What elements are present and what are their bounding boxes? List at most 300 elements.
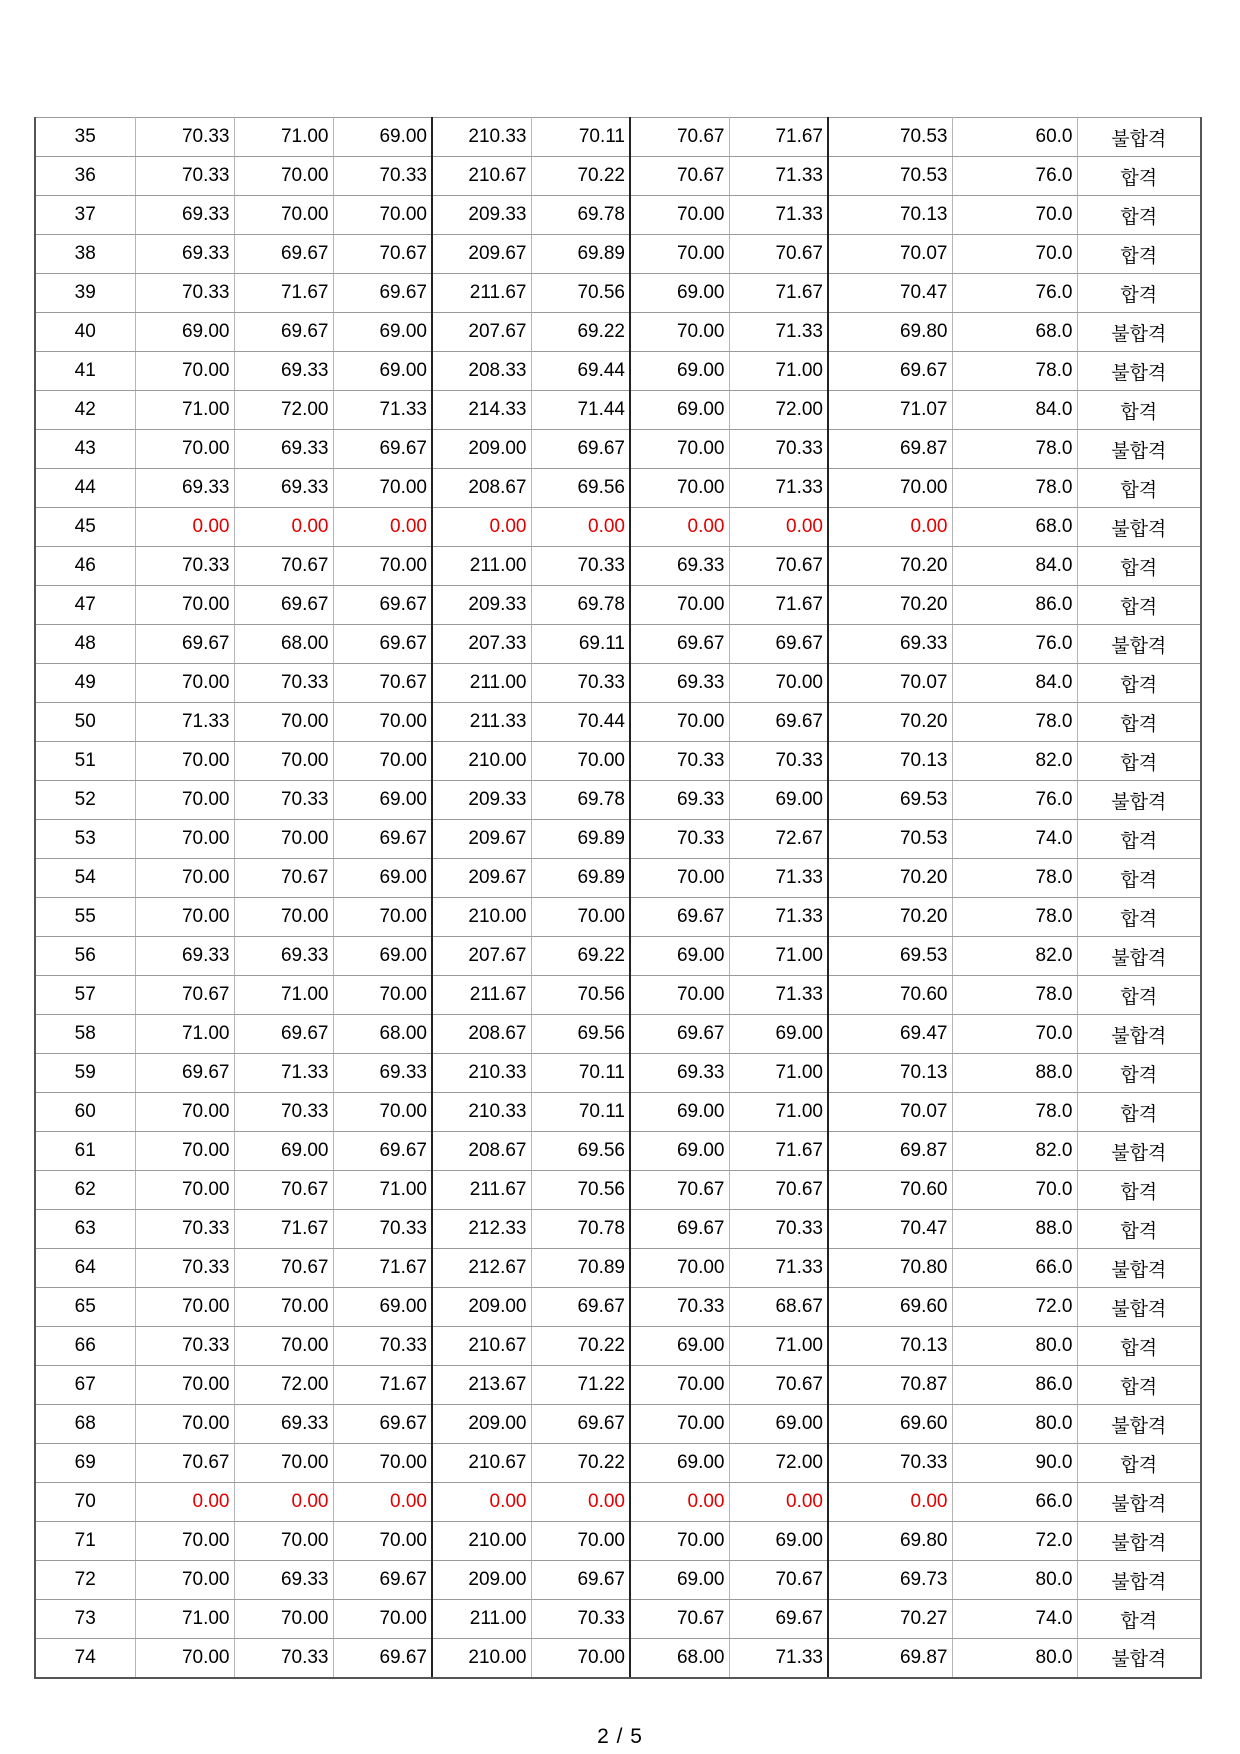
score-cell-1: 71.00 bbox=[135, 391, 234, 430]
exam-score-cell: 86.0 bbox=[952, 1366, 1077, 1405]
score-cell-1: 0.00 bbox=[135, 508, 234, 547]
score-cell-7: 71.67 bbox=[729, 274, 828, 313]
total-cell: 210.00 bbox=[432, 742, 531, 781]
score-cell-1: 71.33 bbox=[135, 703, 234, 742]
score-cell-3: 68.00 bbox=[333, 1015, 432, 1054]
average-cell: 70.11 bbox=[531, 118, 630, 157]
exam-score-cell: 78.0 bbox=[952, 469, 1077, 508]
score-cell-3: 0.00 bbox=[333, 1483, 432, 1522]
total-cell: 210.33 bbox=[432, 1054, 531, 1093]
score-cell-2: 70.00 bbox=[234, 1288, 333, 1327]
row-number-cell: 46 bbox=[35, 547, 135, 586]
average-cell: 69.22 bbox=[531, 313, 630, 352]
row-number-cell: 72 bbox=[35, 1561, 135, 1600]
average-cell: 69.56 bbox=[531, 469, 630, 508]
final-average-cell: 70.80 bbox=[828, 1249, 952, 1288]
average-cell: 70.89 bbox=[531, 1249, 630, 1288]
final-average-cell: 70.27 bbox=[828, 1600, 952, 1639]
score-cell-7: 71.00 bbox=[729, 1054, 828, 1093]
row-number-cell: 73 bbox=[35, 1600, 135, 1639]
score-cell-2: 69.33 bbox=[234, 469, 333, 508]
score-cell-3: 70.00 bbox=[333, 898, 432, 937]
table-row bbox=[35, 703, 1201, 742]
score-cell-7: 69.67 bbox=[729, 703, 828, 742]
table-row bbox=[35, 1561, 1201, 1600]
score-cell-3: 70.00 bbox=[333, 703, 432, 742]
average-cell: 70.44 bbox=[531, 703, 630, 742]
exam-score-cell: 74.0 bbox=[952, 1600, 1077, 1639]
page-number: 2 / 5 bbox=[597, 1725, 643, 1748]
row-number-cell: 48 bbox=[35, 625, 135, 664]
row-number-cell: 52 bbox=[35, 781, 135, 820]
score-cell-1: 69.00 bbox=[135, 313, 234, 352]
score-cell-2: 69.33 bbox=[234, 1405, 333, 1444]
score-cell-1: 70.00 bbox=[135, 352, 234, 391]
exam-score-cell: 74.0 bbox=[952, 820, 1077, 859]
table-row bbox=[35, 391, 1201, 430]
score-cell-3: 71.67 bbox=[333, 1249, 432, 1288]
average-cell: 70.11 bbox=[531, 1054, 630, 1093]
total-cell: 211.67 bbox=[432, 1171, 531, 1210]
score-cell-1: 70.33 bbox=[135, 157, 234, 196]
score-cell-3: 70.67 bbox=[333, 664, 432, 703]
row-number-cell: 55 bbox=[35, 898, 135, 937]
average-cell: 0.00 bbox=[531, 1483, 630, 1522]
row-number-cell: 43 bbox=[35, 430, 135, 469]
total-cell: 210.67 bbox=[432, 1327, 531, 1366]
total-cell: 213.67 bbox=[432, 1366, 531, 1405]
average-cell: 70.00 bbox=[531, 1639, 630, 1678]
final-average-cell: 70.53 bbox=[828, 157, 952, 196]
total-cell: 211.00 bbox=[432, 1600, 531, 1639]
score-cell-7: 72.00 bbox=[729, 1444, 828, 1483]
score-cell-3: 70.33 bbox=[333, 157, 432, 196]
score-cell-1: 69.33 bbox=[135, 937, 234, 976]
table-row bbox=[35, 547, 1201, 586]
table-row bbox=[35, 586, 1201, 625]
score-cell-2: 70.00 bbox=[234, 703, 333, 742]
exam-score-cell: 80.0 bbox=[952, 1405, 1077, 1444]
score-cell-7: 71.67 bbox=[729, 586, 828, 625]
score-cell-2: 71.67 bbox=[234, 274, 333, 313]
score-cell-3: 70.33 bbox=[333, 1210, 432, 1249]
table-row bbox=[35, 118, 1201, 157]
row-number-cell: 49 bbox=[35, 664, 135, 703]
score-cell-2: 71.00 bbox=[234, 976, 333, 1015]
score-cell-7: 70.67 bbox=[729, 547, 828, 586]
score-cell-6: 70.67 bbox=[630, 118, 729, 157]
score-cell-3: 70.00 bbox=[333, 547, 432, 586]
final-average-cell: 69.80 bbox=[828, 313, 952, 352]
row-number-cell: 70 bbox=[35, 1483, 135, 1522]
score-cell-6: 70.00 bbox=[630, 1522, 729, 1561]
exam-score-cell: 80.0 bbox=[952, 1639, 1077, 1678]
score-cell-7: 71.67 bbox=[729, 118, 828, 157]
score-cell-6: 70.00 bbox=[630, 235, 729, 274]
score-cell-1: 70.67 bbox=[135, 1444, 234, 1483]
exam-score-cell: 88.0 bbox=[952, 1210, 1077, 1249]
score-cell-2: 69.33 bbox=[234, 430, 333, 469]
score-cell-3: 69.67 bbox=[333, 1405, 432, 1444]
result-cell: 합격 bbox=[1077, 898, 1201, 937]
total-cell: 214.33 bbox=[432, 391, 531, 430]
score-cell-7: 70.33 bbox=[729, 1210, 828, 1249]
average-cell: 69.67 bbox=[531, 430, 630, 469]
table-row bbox=[35, 664, 1201, 703]
result-cell: 합격 bbox=[1077, 157, 1201, 196]
score-cell-7: 71.33 bbox=[729, 196, 828, 235]
exam-score-cell: 76.0 bbox=[952, 274, 1077, 313]
score-cell-1: 70.00 bbox=[135, 1366, 234, 1405]
result-cell: 합격 bbox=[1077, 1327, 1201, 1366]
table-body bbox=[35, 118, 1201, 1678]
score-cell-2: 70.33 bbox=[234, 1093, 333, 1132]
average-cell: 69.78 bbox=[531, 781, 630, 820]
score-cell-7: 71.00 bbox=[729, 352, 828, 391]
final-average-cell: 70.13 bbox=[828, 1327, 952, 1366]
table-row bbox=[35, 1600, 1201, 1639]
total-cell: 210.33 bbox=[432, 118, 531, 157]
score-cell-2: 70.00 bbox=[234, 820, 333, 859]
result-cell: 불합격 bbox=[1077, 1405, 1201, 1444]
row-number-cell: 60 bbox=[35, 1093, 135, 1132]
exam-score-cell: 78.0 bbox=[952, 703, 1077, 742]
score-cell-2: 0.00 bbox=[234, 1483, 333, 1522]
exam-score-cell: 82.0 bbox=[952, 937, 1077, 976]
row-number-cell: 51 bbox=[35, 742, 135, 781]
score-cell-2: 70.00 bbox=[234, 898, 333, 937]
final-average-cell: 70.13 bbox=[828, 196, 952, 235]
table-row bbox=[35, 937, 1201, 976]
result-cell: 불합격 bbox=[1077, 1132, 1201, 1171]
exam-score-cell: 70.0 bbox=[952, 196, 1077, 235]
result-cell: 불합격 bbox=[1077, 937, 1201, 976]
score-cell-3: 69.67 bbox=[333, 1561, 432, 1600]
score-cell-6: 70.33 bbox=[630, 742, 729, 781]
score-cell-3: 70.00 bbox=[333, 469, 432, 508]
total-cell: 209.00 bbox=[432, 1288, 531, 1327]
score-cell-6: 0.00 bbox=[630, 508, 729, 547]
score-cell-1: 70.33 bbox=[135, 1249, 234, 1288]
score-cell-3: 69.67 bbox=[333, 586, 432, 625]
final-average-cell: 70.00 bbox=[828, 469, 952, 508]
score-cell-3: 69.67 bbox=[333, 1639, 432, 1678]
score-cell-1: 70.00 bbox=[135, 430, 234, 469]
result-cell: 합격 bbox=[1077, 196, 1201, 235]
score-cell-1: 69.33 bbox=[135, 469, 234, 508]
final-average-cell: 70.07 bbox=[828, 664, 952, 703]
score-cell-2: 70.67 bbox=[234, 859, 333, 898]
score-cell-1: 0.00 bbox=[135, 1483, 234, 1522]
final-average-cell: 69.87 bbox=[828, 430, 952, 469]
score-cell-1: 70.00 bbox=[135, 781, 234, 820]
score-cell-7: 0.00 bbox=[729, 508, 828, 547]
score-cell-2: 70.00 bbox=[234, 1600, 333, 1639]
score-cell-2: 72.00 bbox=[234, 391, 333, 430]
score-cell-7: 69.67 bbox=[729, 625, 828, 664]
score-cell-6: 69.00 bbox=[630, 1327, 729, 1366]
score-cell-1: 70.00 bbox=[135, 664, 234, 703]
row-number-cell: 63 bbox=[35, 1210, 135, 1249]
final-average-cell: 70.60 bbox=[828, 976, 952, 1015]
score-cell-1: 71.00 bbox=[135, 1600, 234, 1639]
score-cell-7: 69.00 bbox=[729, 1522, 828, 1561]
score-cell-6: 70.00 bbox=[630, 976, 729, 1015]
result-cell: 합격 bbox=[1077, 1600, 1201, 1639]
score-cell-2: 69.00 bbox=[234, 1132, 333, 1171]
exam-score-cell: 88.0 bbox=[952, 1054, 1077, 1093]
result-cell: 불합격 bbox=[1077, 625, 1201, 664]
score-cell-6: 70.00 bbox=[630, 196, 729, 235]
table-row bbox=[35, 469, 1201, 508]
score-cell-6: 69.00 bbox=[630, 274, 729, 313]
score-cell-2: 69.33 bbox=[234, 352, 333, 391]
row-number-cell: 53 bbox=[35, 820, 135, 859]
total-cell: 210.00 bbox=[432, 1639, 531, 1678]
score-cell-7: 71.33 bbox=[729, 859, 828, 898]
final-average-cell: 70.13 bbox=[828, 742, 952, 781]
result-cell: 합격 bbox=[1077, 703, 1201, 742]
score-cell-6: 69.00 bbox=[630, 1444, 729, 1483]
score-cell-6: 69.33 bbox=[630, 664, 729, 703]
total-cell: 209.00 bbox=[432, 1405, 531, 1444]
average-cell: 69.89 bbox=[531, 235, 630, 274]
score-cell-2: 70.00 bbox=[234, 1444, 333, 1483]
row-number-cell: 50 bbox=[35, 703, 135, 742]
total-cell: 0.00 bbox=[432, 1483, 531, 1522]
score-cell-7: 71.33 bbox=[729, 898, 828, 937]
total-cell: 209.33 bbox=[432, 781, 531, 820]
score-cell-7: 71.00 bbox=[729, 937, 828, 976]
average-cell: 69.67 bbox=[531, 1561, 630, 1600]
final-average-cell: 70.20 bbox=[828, 586, 952, 625]
result-cell: 합격 bbox=[1077, 1444, 1201, 1483]
row-number-cell: 69 bbox=[35, 1444, 135, 1483]
row-number-cell: 67 bbox=[35, 1366, 135, 1405]
score-cell-1: 70.33 bbox=[135, 274, 234, 313]
average-cell: 0.00 bbox=[531, 508, 630, 547]
result-cell: 불합격 bbox=[1077, 1015, 1201, 1054]
average-cell: 69.78 bbox=[531, 586, 630, 625]
average-cell: 70.00 bbox=[531, 898, 630, 937]
score-cell-7: 71.33 bbox=[729, 976, 828, 1015]
table-row bbox=[35, 820, 1201, 859]
result-cell: 합격 bbox=[1077, 742, 1201, 781]
score-cell-3: 69.67 bbox=[333, 1132, 432, 1171]
table-row bbox=[35, 1483, 1201, 1522]
result-cell: 불합격 bbox=[1077, 781, 1201, 820]
score-cell-6: 0.00 bbox=[630, 1483, 729, 1522]
score-cell-1: 70.33 bbox=[135, 547, 234, 586]
average-cell: 70.00 bbox=[531, 1522, 630, 1561]
average-cell: 70.22 bbox=[531, 1327, 630, 1366]
exam-score-cell: 68.0 bbox=[952, 313, 1077, 352]
row-number-cell: 74 bbox=[35, 1639, 135, 1678]
score-cell-6: 69.33 bbox=[630, 781, 729, 820]
score-cell-1: 70.00 bbox=[135, 1132, 234, 1171]
final-average-cell: 69.33 bbox=[828, 625, 952, 664]
score-cell-2: 70.33 bbox=[234, 664, 333, 703]
score-cell-3: 70.00 bbox=[333, 1444, 432, 1483]
total-cell: 207.67 bbox=[432, 937, 531, 976]
final-average-cell: 70.47 bbox=[828, 274, 952, 313]
total-cell: 210.67 bbox=[432, 1444, 531, 1483]
table-row bbox=[35, 1015, 1201, 1054]
final-average-cell: 70.20 bbox=[828, 703, 952, 742]
total-cell: 210.00 bbox=[432, 898, 531, 937]
average-cell: 71.44 bbox=[531, 391, 630, 430]
exam-score-cell: 84.0 bbox=[952, 547, 1077, 586]
score-cell-7: 69.67 bbox=[729, 1600, 828, 1639]
exam-score-cell: 76.0 bbox=[952, 781, 1077, 820]
score-cell-1: 71.00 bbox=[135, 1015, 234, 1054]
row-number-cell: 40 bbox=[35, 313, 135, 352]
average-cell: 70.11 bbox=[531, 1093, 630, 1132]
score-cell-6: 70.33 bbox=[630, 820, 729, 859]
score-cell-3: 69.67 bbox=[333, 625, 432, 664]
exam-score-cell: 78.0 bbox=[952, 352, 1077, 391]
row-number-cell: 58 bbox=[35, 1015, 135, 1054]
score-cell-3: 69.67 bbox=[333, 430, 432, 469]
final-average-cell: 70.07 bbox=[828, 235, 952, 274]
result-cell: 불합격 bbox=[1077, 118, 1201, 157]
average-cell: 70.56 bbox=[531, 976, 630, 1015]
exam-score-cell: 80.0 bbox=[952, 1561, 1077, 1600]
exam-score-cell: 76.0 bbox=[952, 157, 1077, 196]
score-cell-7: 71.33 bbox=[729, 1249, 828, 1288]
row-number-cell: 45 bbox=[35, 508, 135, 547]
score-cell-7: 72.00 bbox=[729, 391, 828, 430]
result-cell: 합격 bbox=[1077, 235, 1201, 274]
score-cell-7: 68.67 bbox=[729, 1288, 828, 1327]
row-number-cell: 36 bbox=[35, 157, 135, 196]
final-average-cell: 69.60 bbox=[828, 1288, 952, 1327]
average-cell: 69.67 bbox=[531, 1405, 630, 1444]
total-cell: 209.00 bbox=[432, 430, 531, 469]
score-cell-7: 71.33 bbox=[729, 1639, 828, 1678]
score-cell-3: 69.00 bbox=[333, 352, 432, 391]
total-cell: 212.33 bbox=[432, 1210, 531, 1249]
score-cell-3: 70.33 bbox=[333, 1327, 432, 1366]
final-average-cell: 69.80 bbox=[828, 1522, 952, 1561]
row-number-cell: 66 bbox=[35, 1327, 135, 1366]
score-cell-7: 72.67 bbox=[729, 820, 828, 859]
score-cell-6: 70.00 bbox=[630, 703, 729, 742]
result-cell: 불합격 bbox=[1077, 313, 1201, 352]
exam-score-cell: 90.0 bbox=[952, 1444, 1077, 1483]
average-cell: 70.33 bbox=[531, 547, 630, 586]
total-cell: 210.00 bbox=[432, 1522, 531, 1561]
score-cell-3: 70.00 bbox=[333, 1522, 432, 1561]
total-cell: 207.67 bbox=[432, 313, 531, 352]
exam-score-cell: 76.0 bbox=[952, 625, 1077, 664]
score-cell-6: 70.67 bbox=[630, 1171, 729, 1210]
exam-score-cell: 70.0 bbox=[952, 235, 1077, 274]
row-number-cell: 47 bbox=[35, 586, 135, 625]
result-cell: 합격 bbox=[1077, 469, 1201, 508]
score-cell-2: 69.67 bbox=[234, 1015, 333, 1054]
score-cell-7: 71.00 bbox=[729, 1093, 828, 1132]
table-row bbox=[35, 196, 1201, 235]
score-cell-3: 69.00 bbox=[333, 937, 432, 976]
total-cell: 209.67 bbox=[432, 235, 531, 274]
score-cell-6: 69.00 bbox=[630, 1132, 729, 1171]
score-cell-6: 69.33 bbox=[630, 1054, 729, 1093]
total-cell: 210.67 bbox=[432, 157, 531, 196]
score-cell-1: 70.00 bbox=[135, 820, 234, 859]
score-cell-6: 70.00 bbox=[630, 859, 729, 898]
table-row bbox=[35, 313, 1201, 352]
average-cell: 70.22 bbox=[531, 157, 630, 196]
result-cell: 합격 bbox=[1077, 1093, 1201, 1132]
final-average-cell: 70.07 bbox=[828, 1093, 952, 1132]
row-number-cell: 42 bbox=[35, 391, 135, 430]
score-cell-1: 70.67 bbox=[135, 976, 234, 1015]
score-cell-6: 69.00 bbox=[630, 352, 729, 391]
exam-score-cell: 84.0 bbox=[952, 391, 1077, 430]
total-cell: 210.33 bbox=[432, 1093, 531, 1132]
score-cell-2: 70.00 bbox=[234, 196, 333, 235]
final-average-cell: 69.60 bbox=[828, 1405, 952, 1444]
result-cell: 합격 bbox=[1077, 547, 1201, 586]
score-cell-3: 69.00 bbox=[333, 313, 432, 352]
score-cell-1: 70.00 bbox=[135, 1522, 234, 1561]
exam-score-cell: 68.0 bbox=[952, 508, 1077, 547]
total-cell: 207.33 bbox=[432, 625, 531, 664]
score-cell-2: 71.33 bbox=[234, 1054, 333, 1093]
row-number-cell: 44 bbox=[35, 469, 135, 508]
score-cell-7: 70.67 bbox=[729, 235, 828, 274]
final-average-cell: 70.87 bbox=[828, 1366, 952, 1405]
average-cell: 69.67 bbox=[531, 1288, 630, 1327]
average-cell: 69.44 bbox=[531, 352, 630, 391]
score-table-container bbox=[34, 117, 1202, 1679]
score-cell-3: 69.67 bbox=[333, 820, 432, 859]
exam-score-cell: 78.0 bbox=[952, 898, 1077, 937]
score-cell-1: 70.00 bbox=[135, 1405, 234, 1444]
result-cell: 불합격 bbox=[1077, 352, 1201, 391]
exam-score-cell: 66.0 bbox=[952, 1483, 1077, 1522]
score-cell-3: 71.33 bbox=[333, 391, 432, 430]
final-average-cell: 69.53 bbox=[828, 781, 952, 820]
row-number-cell: 61 bbox=[35, 1132, 135, 1171]
table-row bbox=[35, 781, 1201, 820]
exam-score-cell: 82.0 bbox=[952, 1132, 1077, 1171]
final-average-cell: 70.47 bbox=[828, 1210, 952, 1249]
score-cell-6: 70.33 bbox=[630, 1288, 729, 1327]
result-cell: 합격 bbox=[1077, 391, 1201, 430]
score-cell-2: 69.67 bbox=[234, 313, 333, 352]
total-cell: 208.67 bbox=[432, 1015, 531, 1054]
table-row bbox=[35, 1132, 1201, 1171]
result-cell: 합격 bbox=[1077, 586, 1201, 625]
score-cell-3: 69.00 bbox=[333, 781, 432, 820]
total-cell: 211.00 bbox=[432, 664, 531, 703]
score-cell-2: 69.33 bbox=[234, 937, 333, 976]
average-cell: 70.22 bbox=[531, 1444, 630, 1483]
total-cell: 209.33 bbox=[432, 586, 531, 625]
result-cell: 합격 bbox=[1077, 1054, 1201, 1093]
result-cell: 불합격 bbox=[1077, 1522, 1201, 1561]
table-row bbox=[35, 1522, 1201, 1561]
average-cell: 69.78 bbox=[531, 196, 630, 235]
score-cell-3: 70.00 bbox=[333, 1600, 432, 1639]
total-cell: 211.67 bbox=[432, 976, 531, 1015]
table-row bbox=[35, 508, 1201, 547]
score-cell-6: 70.00 bbox=[630, 313, 729, 352]
score-cell-6: 70.67 bbox=[630, 1600, 729, 1639]
score-cell-3: 70.00 bbox=[333, 196, 432, 235]
